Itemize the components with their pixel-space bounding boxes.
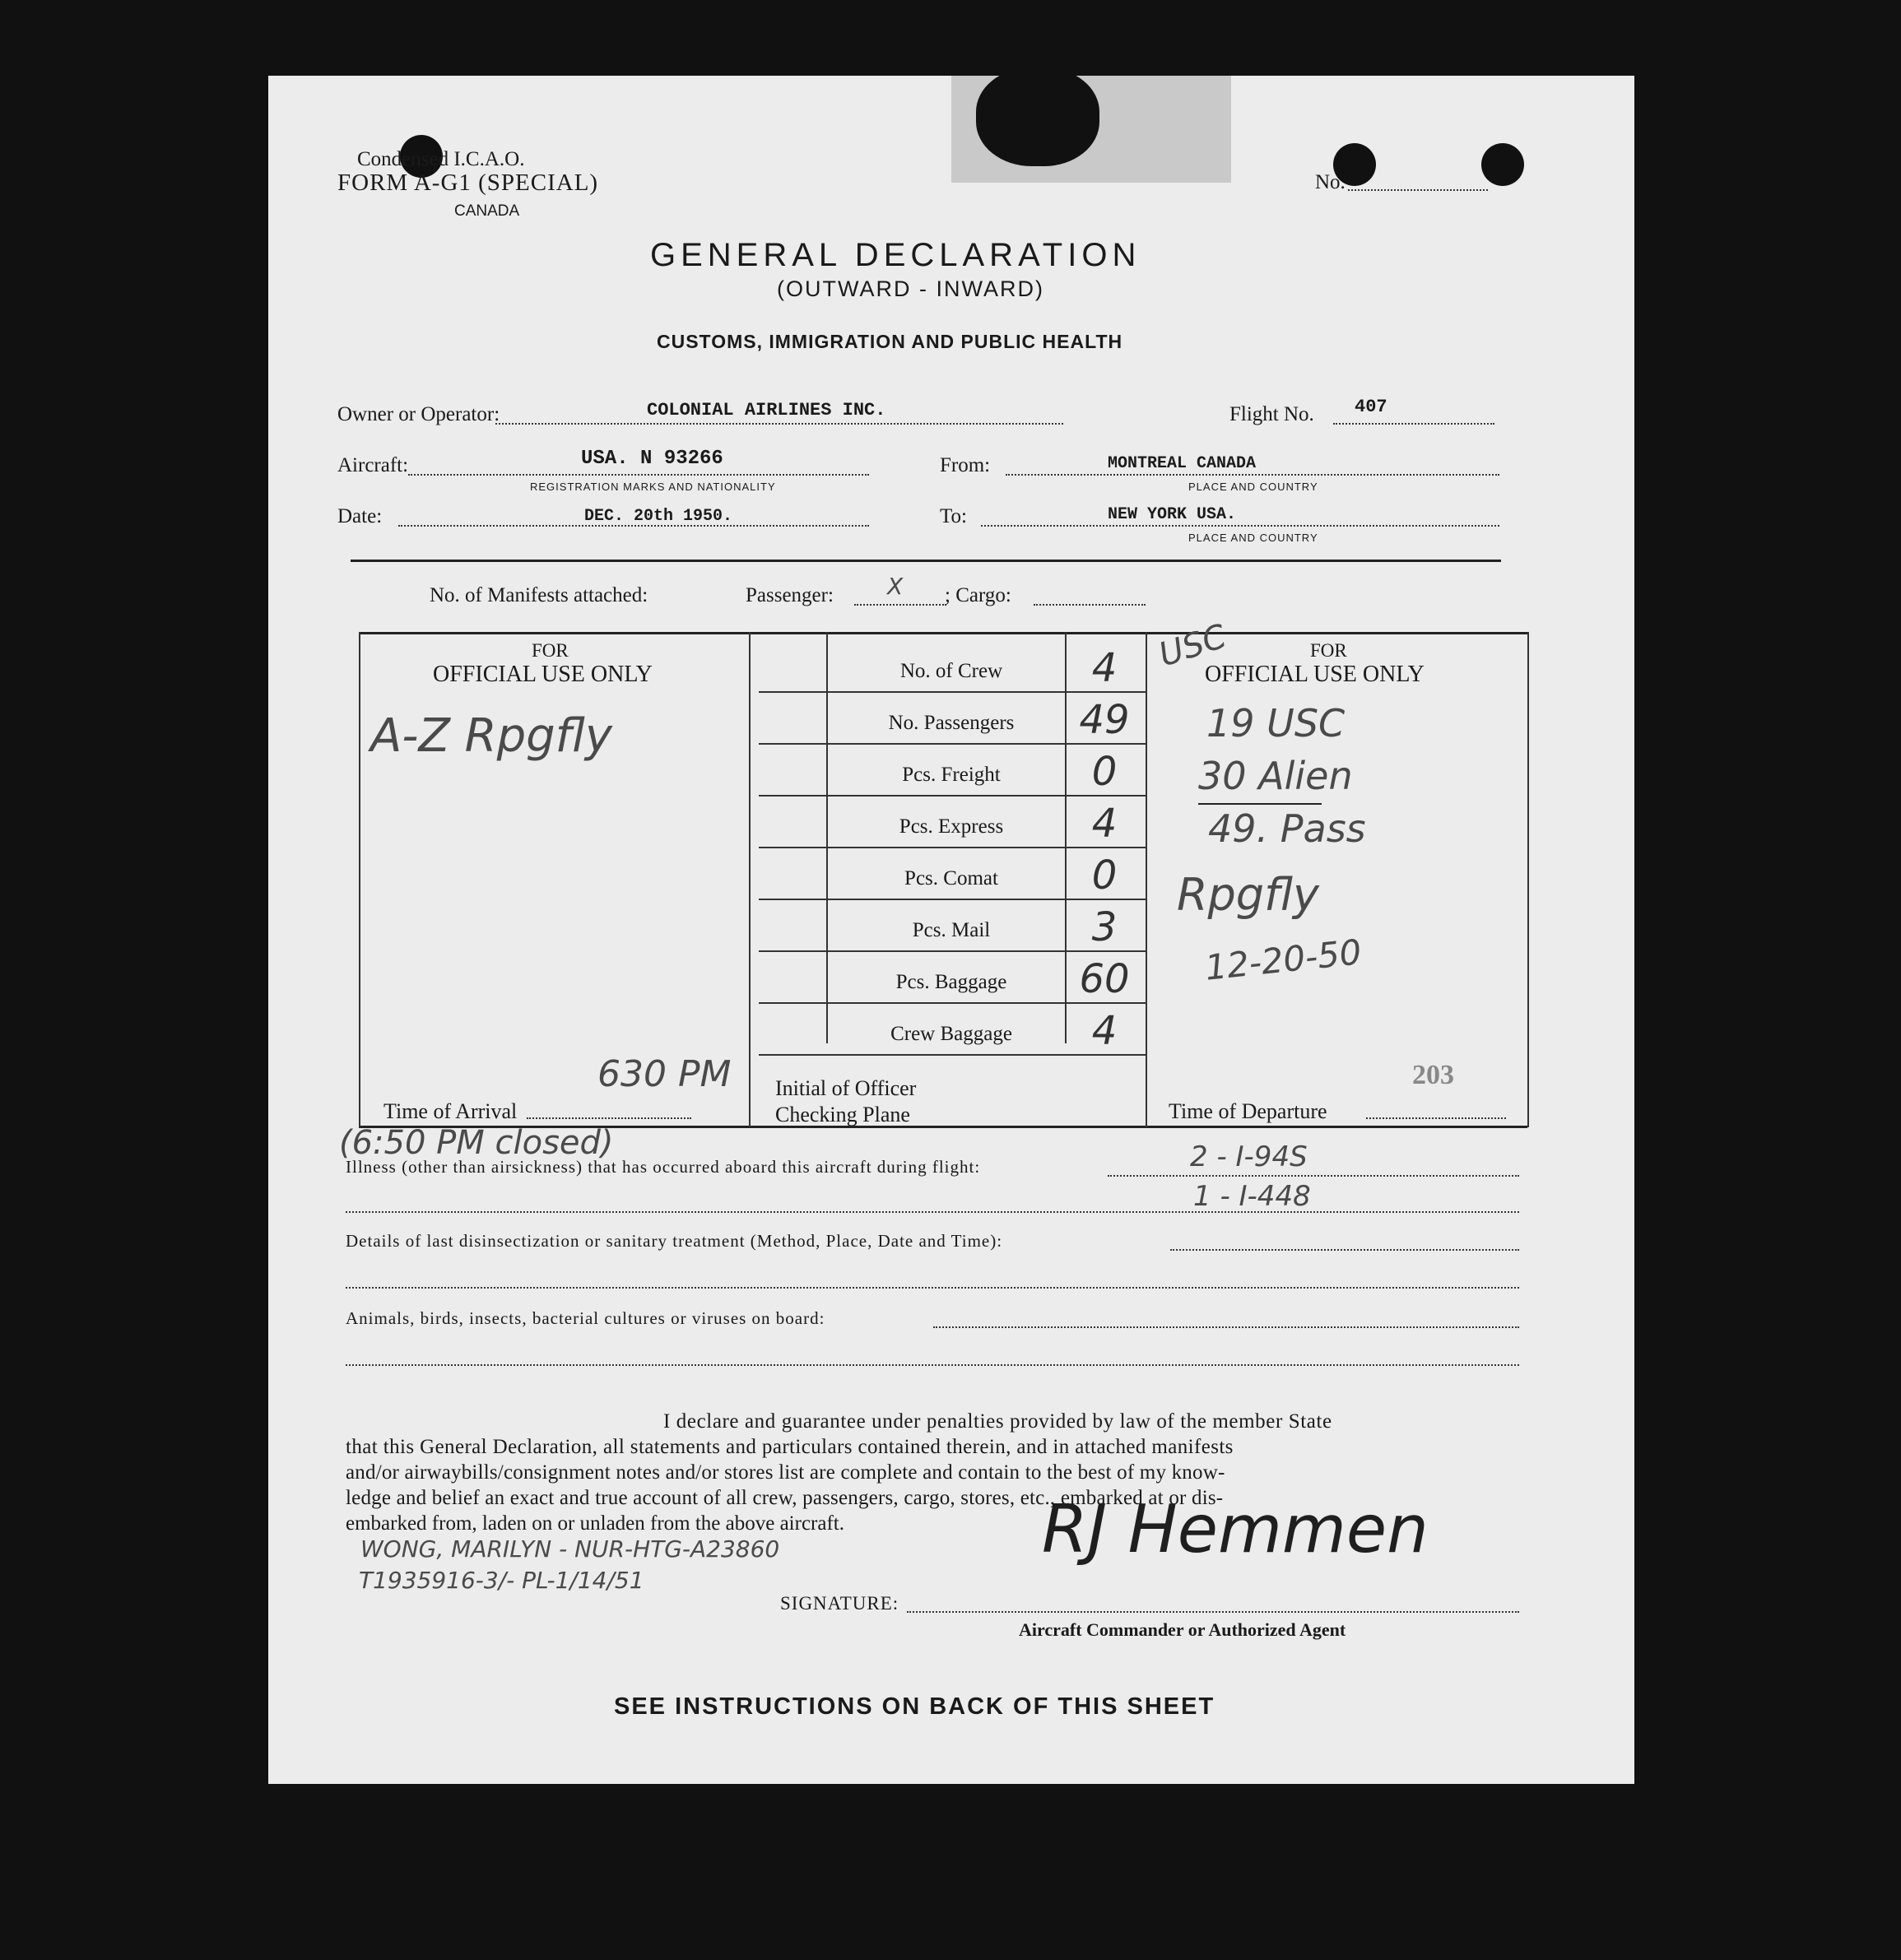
count-label: Pcs. Express bbox=[899, 815, 1004, 838]
official-right-note5: 12-20-50 bbox=[1202, 931, 1364, 988]
page-title: GENERAL DECLARATION bbox=[650, 237, 1141, 273]
table-divider-3 bbox=[1065, 632, 1067, 1043]
bottom-hand-line2: T1935916-3/- PL-1/14/51 bbox=[359, 1567, 644, 1594]
signature-handwritten: RJ Hemmen bbox=[1042, 1491, 1429, 1568]
aircraft-line bbox=[408, 474, 869, 476]
official-right-note3: 49. Pass bbox=[1208, 806, 1366, 851]
footer-instructions: SEE INSTRUCTIONS ON BACK OF THIS SHEET bbox=[614, 1693, 1215, 1720]
table-top-border bbox=[359, 632, 1527, 634]
table-left-border bbox=[359, 632, 360, 1127]
officer-label-line1: Initial of Officer bbox=[775, 1076, 917, 1100]
count-value: 4 bbox=[1091, 645, 1118, 691]
declaration-line2: that this General Declaration, all statements and particulars contained therein, and in attached manifests bbox=[346, 1436, 1234, 1458]
official-left-title: OFFICIAL USE ONLY bbox=[433, 662, 653, 687]
aircraft-value: USA. N 93266 bbox=[581, 448, 723, 470]
official-right-underline bbox=[1198, 803, 1322, 805]
official-right-note4: Rpgfly bbox=[1177, 869, 1319, 921]
cargo-line bbox=[1034, 604, 1146, 606]
animals-label: Animals, birds, insects, bacterial cultures or viruses on board: bbox=[346, 1308, 825, 1328]
count-value: 4 bbox=[1091, 1008, 1118, 1054]
declaration-form bbox=[268, 76, 1634, 1784]
count-row-line bbox=[759, 1054, 1146, 1056]
disinsect-label: Details of last disinsectization or sanitary treatment (Method, Place, Date and Time): bbox=[346, 1231, 1003, 1251]
table-divider-4 bbox=[1146, 632, 1147, 1127]
official-right-title: OFFICIAL USE ONLY bbox=[1205, 662, 1425, 687]
animals-line2 bbox=[346, 1364, 1519, 1366]
page-subtitle: (OUTWARD - INWARD) bbox=[777, 276, 1044, 301]
official-right-note1: 19 USC bbox=[1206, 701, 1346, 745]
punch-hole-right2 bbox=[1481, 143, 1524, 186]
passenger-label: Passenger: bbox=[746, 584, 834, 606]
count-value: 0 bbox=[1091, 749, 1118, 795]
from-line bbox=[1006, 474, 1499, 476]
owner-line bbox=[495, 423, 1063, 425]
count-value: 60 bbox=[1079, 956, 1130, 1002]
count-label: Pcs. Baggage bbox=[895, 971, 1007, 993]
date-label: Date: bbox=[337, 505, 383, 527]
count-label: Pcs. Mail bbox=[912, 919, 991, 941]
count-label: Crew Baggage bbox=[890, 1023, 1012, 1045]
signature-caption: Aircraft Commander or Authorized Agent bbox=[1019, 1619, 1346, 1640]
count-row-line bbox=[759, 1002, 1146, 1004]
passenger-line bbox=[854, 604, 946, 606]
owner-label: Owner or Operator: bbox=[337, 403, 500, 425]
declaration-line4: ledge and belief an exact and true account of all crew, passengers, cargo, stores, etc., embarked at or dis- bbox=[346, 1487, 1224, 1509]
disinsect-line1 bbox=[1170, 1249, 1519, 1251]
count-value: 4 bbox=[1091, 801, 1118, 847]
to-line bbox=[981, 525, 1499, 527]
bottom-hand-line1: WONG, MARILYN - NUR-HTG-A23860 bbox=[360, 1535, 780, 1563]
flight-label: Flight No. bbox=[1229, 403, 1314, 425]
section-rule bbox=[351, 560, 1501, 562]
passenger-value: X bbox=[887, 573, 904, 600]
illness-hand-note: (6:50 PM closed) bbox=[339, 1124, 614, 1162]
official-right-mark: USC bbox=[1154, 617, 1231, 675]
cargo-label: ; Cargo: bbox=[945, 584, 1011, 606]
declaration-line5: embarked from, laden on or unladen from the above aircraft. bbox=[346, 1512, 844, 1535]
illness-line2 bbox=[346, 1211, 1519, 1213]
declaration-line3: and/or airwaybills/consignment notes and/or stores list are complete and contain to the best of my know- bbox=[346, 1461, 1225, 1484]
illness-hand2: 1 - I-448 bbox=[1193, 1180, 1311, 1213]
count-row-line bbox=[759, 847, 1146, 848]
illness-hand1: 2 - I-94S bbox=[1190, 1140, 1308, 1173]
official-right-for: FOR bbox=[1310, 640, 1347, 661]
count-row-line bbox=[759, 899, 1146, 900]
officer-label-line2: Checking Plane bbox=[775, 1103, 910, 1126]
form-country: CANADA bbox=[454, 202, 520, 220]
table-divider-2 bbox=[826, 632, 828, 1043]
count-label: Pcs. Freight bbox=[902, 764, 1001, 786]
count-row-line bbox=[759, 950, 1146, 952]
signature-line bbox=[907, 1611, 1519, 1613]
to-label: To: bbox=[940, 505, 967, 527]
form-no-label: No. bbox=[1315, 171, 1346, 193]
count-value: 3 bbox=[1091, 904, 1118, 950]
declaration-line1: I declare and guarantee under penalties provided by law of the member State bbox=[663, 1410, 1332, 1433]
signature-label: SIGNATURE: bbox=[780, 1593, 899, 1614]
form-code-line2: FORM A-G1 (SPECIAL) bbox=[337, 170, 599, 196]
count-row-line bbox=[759, 691, 1146, 693]
flight-value: 407 bbox=[1355, 397, 1387, 417]
official-left-for: FOR bbox=[532, 640, 569, 661]
form-no-line bbox=[1348, 189, 1488, 191]
to-value: NEW YORK USA. bbox=[1108, 505, 1237, 524]
official-left-note: A-Z Rpgfly bbox=[370, 709, 612, 763]
illness-line1 bbox=[1108, 1175, 1519, 1177]
count-row-line bbox=[759, 795, 1146, 797]
departure-label: Time of Departure bbox=[1169, 1099, 1327, 1123]
count-label: Pcs. Comat bbox=[904, 867, 998, 889]
punch-hole-top bbox=[976, 67, 1099, 166]
aircraft-caption: REGISTRATION MARKS AND NATIONALITY bbox=[530, 481, 776, 493]
official-right-stamp: 203 bbox=[1412, 1060, 1454, 1090]
agencies-heading: CUSTOMS, IMMIGRATION AND PUBLIC HEALTH bbox=[657, 331, 1123, 352]
form-code-line1: Condensed I.C.A.O. bbox=[357, 148, 525, 170]
illness-label: Illness (other than airsickness) that has occurred aboard this aircraft during flight: bbox=[346, 1157, 981, 1177]
count-value: 0 bbox=[1091, 852, 1118, 899]
arrival-label: Time of Arrival bbox=[383, 1099, 518, 1123]
flight-line bbox=[1333, 423, 1494, 425]
table-right-border bbox=[1527, 632, 1529, 1127]
arrival-value: 630 PM bbox=[597, 1053, 732, 1095]
arrival-line bbox=[527, 1117, 691, 1119]
animals-line1 bbox=[933, 1326, 1519, 1328]
owner-value: COLONIAL AIRLINES INC. bbox=[647, 400, 886, 420]
table-divider-1 bbox=[749, 632, 751, 1127]
to-caption: PLACE AND COUNTRY bbox=[1188, 532, 1318, 544]
departure-line bbox=[1366, 1117, 1506, 1119]
count-label: No. Passengers bbox=[888, 712, 1015, 734]
aircraft-label: Aircraft: bbox=[337, 454, 409, 476]
official-right-note2: 30 Alien bbox=[1198, 754, 1353, 798]
disinsect-line2 bbox=[346, 1287, 1519, 1289]
from-label: From: bbox=[940, 454, 991, 476]
count-value: 49 bbox=[1079, 697, 1130, 743]
from-value: MONTREAL CANADA bbox=[1108, 454, 1257, 473]
date-value: DEC. 20th 1950. bbox=[584, 507, 733, 526]
from-caption: PLACE AND COUNTRY bbox=[1188, 481, 1318, 493]
manifests-label: No. of Manifests attached: bbox=[430, 584, 648, 606]
count-row-line bbox=[759, 743, 1146, 745]
count-label: No. of Crew bbox=[899, 660, 1003, 682]
